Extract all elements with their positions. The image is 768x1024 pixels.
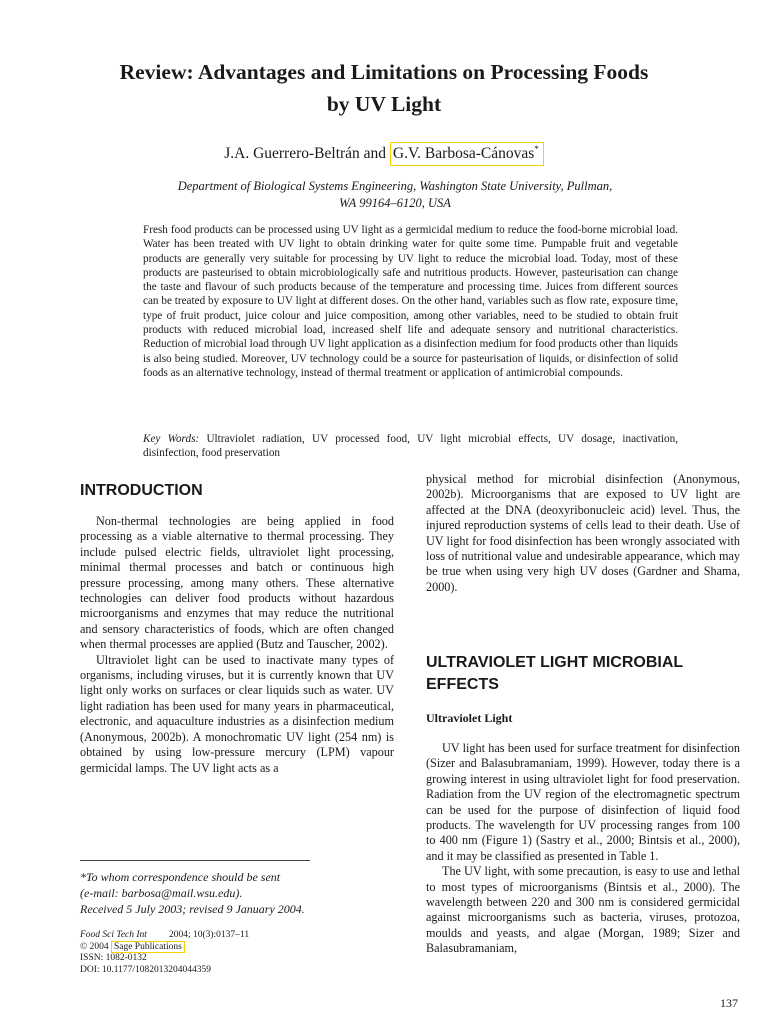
uv-microbial-effects-heading <box>426 652 683 696</box>
keywords-text: Ultraviolet radiation, UV processed food, UV light microbial effects, UV dosage, inactivation, disinfection, food preservation <box>143 433 678 460</box>
heading-line-2: EFFECTS <box>426 676 499 693</box>
continued-paragraph: physical method for microbial disinfection (Anonymous, 2002b). Microorganisms that are exposed to UV light are affected at the DNA (deoxyribonucleic acid) level. Thus, the injured reproduction systems of cells lead to their death. Use of UV light for food disinfection has been wrongly associated with loss of nutritional value and undesirable appearance, which may be true when using very high UV doses (Gardner and Shama, 2000). <box>426 472 740 594</box>
keywords <box>143 432 678 461</box>
left-column <box>80 514 394 776</box>
correspondence-note <box>80 869 400 917</box>
uv-light-subheading: Ultraviolet Light <box>426 711 513 725</box>
article-title <box>60 56 708 120</box>
uv-paragraph-1: UV light has been used for surface treatment for disinfection (Sizer and Balasubramaniam, 1999). However, today there is a growing interest in using ultraviolet light for food preservation. Radiation from the UV region of the electromagnetic spectrum can be used for the purpose of disinfection of liquid food products. The wavelength for UV processing ranges from 100 to 400 nm (Figure 1) (Sastry et al., 2000; Bintsis et al., 2000), and it may be classified as presented in Table 1. <box>426 741 740 863</box>
page-number: 137 <box>720 996 738 1010</box>
issn: ISSN: 1082-0132 <box>80 953 147 963</box>
right-column-bottom <box>426 741 740 957</box>
journal-citation <box>80 930 400 942</box>
title-line-2: by UV Light <box>326 92 442 116</box>
correspondence-line-1: *To whom correspondence should be sent <box>80 870 281 884</box>
publication-info <box>80 930 400 976</box>
abstract: Fresh food products can be processed using UV light as a germicidal medium to reduce the food-borne microbial load. Water has been treated with UV light to obtain drinking water for quite some time. Pumpable fruit and vegetable products are generally very suitable for processing by UV light to reduce the microbial load. Today, most of these products are pasteurised to obtain microbiologically safe and nutritious products. However, pasteurisation can change the taste and flavour of such products because of the temperature and processing time. Juices from different sources can be treated by exposure to UV light at different doses. On the other hand, variables such as flow rate, exposure time, type of fruit product, juice colour and juice composition, among other variables, need to be studied to obtain fruit products with reduced microbial load, increased shelf life and adequate sensory and nutritional characteristics. Reduction of microbial load through UV light application as a disinfection medium for food products other than liquids is also being studied. Moreover, UV technology could be a source for pasteurisation of liquids, or disinfection of solid foods as an alternative technology, instead of thermal treatment or application of antimicrobial compounds. <box>143 224 678 379</box>
journal-name: Food Sci Tech Int <box>80 930 147 940</box>
intro-paragraph-1: Non-thermal technologies are being applied in food processing as a viable alternative to thermal processing. They include pulsed electric fields, ultraviolet light processing, minimal thermal processes and batch or continuous high pressure processing, among many others. These alternative technologies can deliver food products without hazardous microorganisms and enzymes that may reduce the nutritional and sensory characteristics of foods, which are often changed when thermal processes are applied (Butz and Tauscher, 2002). <box>80 514 394 652</box>
author-2: G.V. Barbosa-Cánovas <box>392 145 535 163</box>
uv-paragraph-2: The UV light, with some precaution, is easy to use and lethal to most types of microorganisms (Bintsis et al., 2000). The wavelength between 220 and 300 nm is considered germicidal against microorganisms such as bacteria, viruses, protozoa, moulds and yeasts, and algae (Morgan, 1989; Sizer and Balasubramaniam, <box>426 864 740 956</box>
doi: DOI: 10.1177/1082013204044359 <box>80 964 212 975</box>
footnote-divider <box>80 860 310 861</box>
affiliation-line-1: Department of Biological Systems Engineering, Washington State University, Pullman, <box>177 179 613 193</box>
right-column-top <box>426 472 740 595</box>
keywords-label: Key Words: <box>143 433 200 445</box>
copyright-line <box>80 942 400 954</box>
title-line-1: Review: Advantages and Limitations on Processing Foods <box>119 60 649 84</box>
copyright-text: © 2004 <box>80 941 111 952</box>
publisher-highlight[interactable]: Sage Publications <box>111 941 185 953</box>
author-2-highlight[interactable] <box>390 142 544 166</box>
correspondence-email: (e-mail: barbosa@mail.wsu.edu). <box>80 886 243 900</box>
author-1: J.A. Guerrero-Beltrán and <box>224 145 390 163</box>
author-line <box>0 144 768 163</box>
affiliation <box>140 178 650 212</box>
citation-detail: 2004; 10(3):0137–11 <box>168 930 250 940</box>
introduction-heading: INTRODUCTION <box>80 482 203 499</box>
received-dates: Received 5 July 2003; revised 9 January 2004. <box>80 902 305 916</box>
heading-line-1: ULTRAVIOLET LIGHT MICROBIAL <box>426 654 684 671</box>
author-asterisk: * <box>534 144 539 154</box>
affiliation-line-2: WA 99164–6120, USA <box>339 196 451 210</box>
intro-paragraph-2: Ultraviolet light can be used to inactivate many types of organisms, including viruses, but it is currently known that UV light only works on surfaces or clear liquids such as water. UV light radiation has been used for many years in pharmaceutical, electronic, and aquaculture industries as a disinfection medium (Anonymous, 2002b). A monochromatic UV light (254 nm) is obtained by using low-pressure mercury (LPM) vapour germicidal lamps. The UV light acts as a <box>80 652 394 775</box>
